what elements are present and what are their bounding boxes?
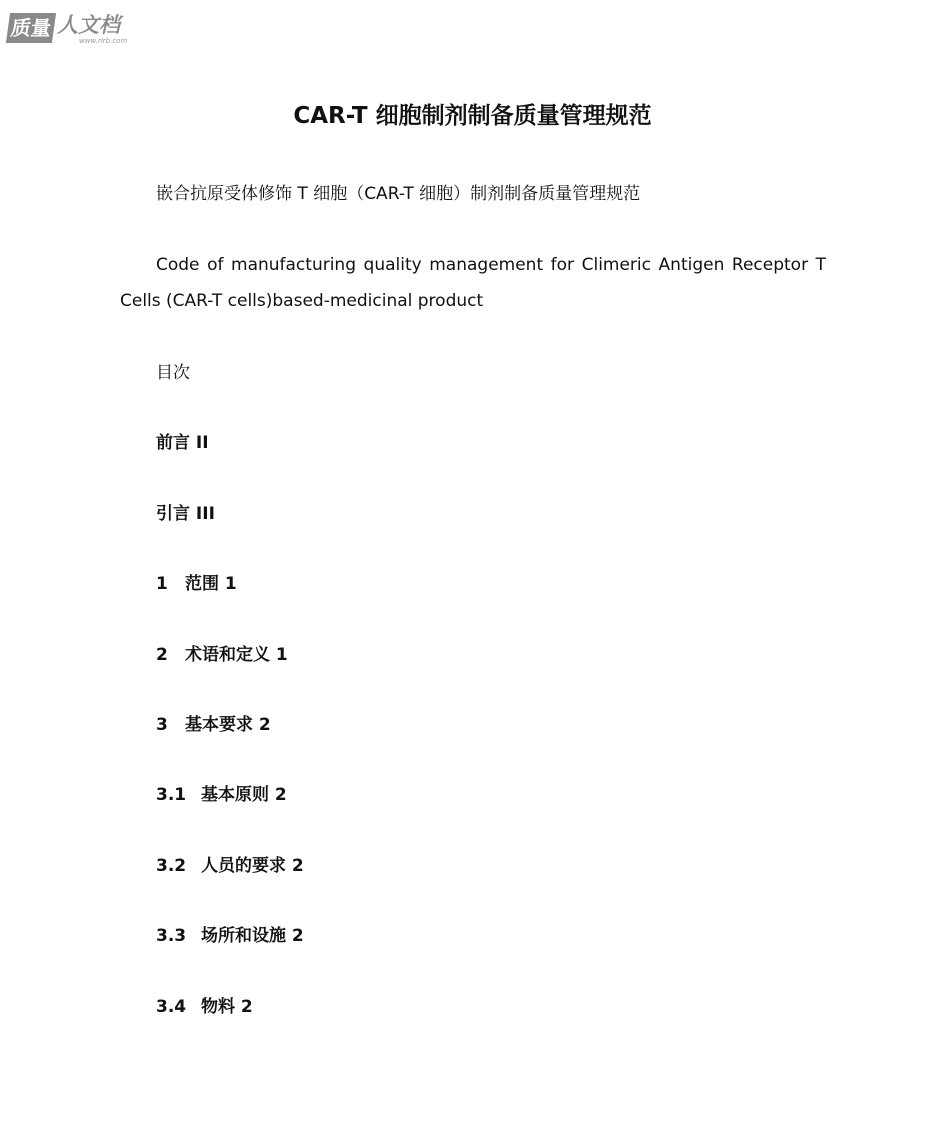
toc-item-title: 术语和定义 1 <box>185 645 288 665</box>
toc-item-number: 3.1 <box>156 785 187 805</box>
toc-item-number: 3.4 <box>156 997 187 1017</box>
toc-heading: 目次 <box>156 363 190 383</box>
toc-item-scope <box>156 569 237 599</box>
document-subtitle: 嵌合抗原受体修饰 T 细胞（CAR-T 细胞）制剂制备质量管理规范 <box>156 184 641 204</box>
english-title: Code of manufacturing quality management for Climeric Antigen Receptor T Cells (CAR-T cells)based-medicinal product <box>120 255 826 311</box>
toc-item-title: 引言 III <box>156 504 215 524</box>
toc-item-number: 1 <box>156 574 168 594</box>
toc-item-personnel <box>156 851 304 881</box>
logo-url: www.rlrb.com <box>79 37 128 45</box>
toc-item-materials <box>156 992 253 1022</box>
toc-item-title: 场所和设施 2 <box>201 926 304 946</box>
toc-item-number: 2 <box>156 645 168 665</box>
logo-box-text: 质量 <box>6 13 56 43</box>
toc-item-title: 范围 1 <box>185 574 237 594</box>
toc-item-foreword <box>156 428 209 458</box>
toc-item-title: 前言 II <box>156 433 209 453</box>
toc-item-premises <box>156 921 304 951</box>
toc-item-terms <box>156 640 288 670</box>
toc-item-number: 3.2 <box>156 856 187 876</box>
toc-item-number: 3.3 <box>156 926 187 946</box>
toc-item-title: 物料 2 <box>201 997 253 1017</box>
site-logo <box>8 13 127 45</box>
toc-item-introduction <box>156 499 215 529</box>
document-title: CAR-T 细胞制剂制备质量管理规范 <box>293 103 652 129</box>
toc-item-number: 3 <box>156 715 168 735</box>
toc-item-title: 基本原则 2 <box>201 785 287 805</box>
logo-text: 人文档 <box>57 13 120 37</box>
toc-item-title: 基本要求 2 <box>185 715 271 735</box>
toc-item-title: 人员的要求 2 <box>201 856 304 876</box>
toc-item-basic-principles <box>156 780 287 810</box>
toc-item-basic-requirements <box>156 710 271 740</box>
